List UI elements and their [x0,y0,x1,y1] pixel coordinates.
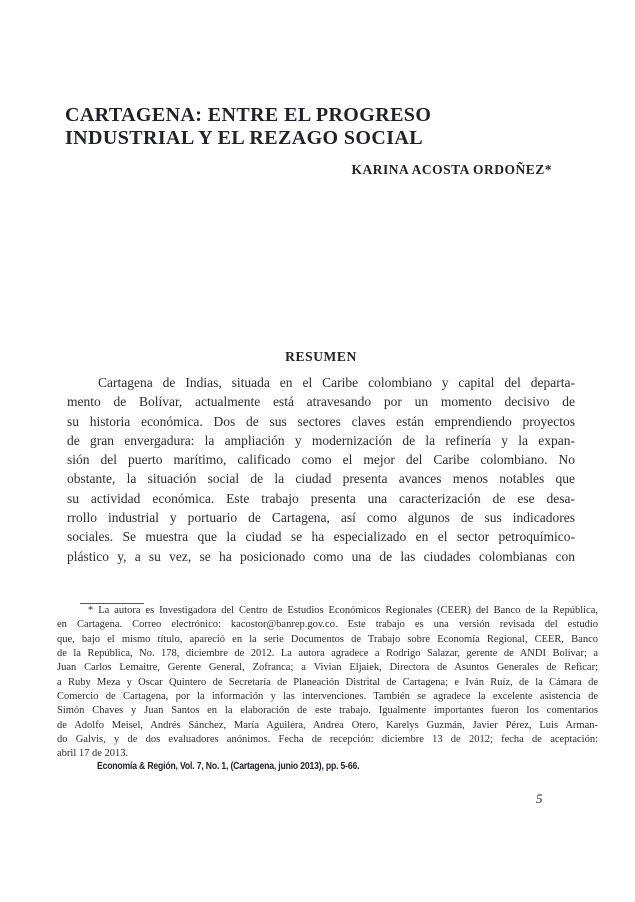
abstract-line: sociales. Se muestra que la ciudad se ha especializado en el sector petroquímico- [67,529,575,545]
abstract-line: obstante, la situación social de la ciudad presenta avances menos notables que [67,471,575,487]
footnote-line: de la República, No. 178, diciembre de 2012. La autora agradece a Rodrigo Salazar, gerente de ANDI Bolívar; a [57,648,598,660]
article-title [65,104,585,150]
abstract-line: Cartagena de Indias, situada en el Caribe colombiano y capital del departa- [98,375,575,390]
footnote-line: do Galvis, y de dos evaluadores anónimos. Fecha de recepción: diciembre 13 de 2012; fecha de aceptación: [57,734,598,746]
footnote-line: Simón Chaves y Juan Santos en la elaboración de este trabajo. Igualmente importantes fueron los comentarios [57,705,598,717]
abstract-heading: RESUMEN [285,349,357,364]
article-title-line: CARTAGENA: ENTRE EL PROGRESO [65,104,432,126]
article-title-line: INDUSTRIAL Y EL REZAGO SOCIAL [65,127,423,149]
footnote-line: * La autora es Investigadora del Centro de Estudios Económicos Regionales (CEER) del Banco de la República, [88,605,598,616]
abstract-line: de gran envergadura: la ampliación y modernización de la refinería y la expan- [67,432,575,448]
footnote-line: abril 17 de 2013. [57,748,129,760]
author-name: KARINA ACOSTA ORDOÑEZ* [351,162,552,177]
footnote-line: en Cartagena. Correo electrónico: kacostor@banrep.gov.co. Este trabajo es una versión revisada del estudio [57,619,598,631]
footnote-line: Juan Carlos Lemaitre, Gerente General, Zofranca; a Vivian Eljaiek, Directora de Asuntos Generales de Reficar; [57,662,598,674]
footnote-text [57,604,598,762]
page-number: 5 [536,791,543,806]
abstract-line: plástico y, a su vez, se ha posicionado como una de las ciudades colombianas con [67,548,575,564]
abstract-line: rrollo industrial y portuario de Cartagena, así como algunos de sus indicadores [67,510,575,526]
journal-citation: Economía & Región, Vol. 7, No. 1, (Cartagena, junio 2013), pp. 5-66. [97,760,360,772]
abstract-line: mento de Bolívar, actualmente está atravesando por un momento decisivo de [67,394,575,410]
abstract-line: sión del puerto marítimo, calificado como el mejor del Caribe colombiano. No [67,452,575,468]
abstract-line: su actividad económica. Este trabajo presenta una caracterización de ese desa- [67,490,575,506]
footnote-line: de Adolfo Meisel, Andrés Sánchez, María Aguilera, Andrea Otero, Karelys Guzmán, Javier Pérez, Luis Arman- [57,719,598,731]
abstract-text [67,373,575,566]
footnote-line: que, bajo el mismo título, apareció en la serie Documentos de Trabajo sobre Economía Regional, CEER, Banco [57,633,598,645]
footnote-line: a Ruby Meza y Oscar Quintero de Secretaría de Planeación Distrital de Cartagena; e Iván Ruíz, de la Cámara de [57,676,598,688]
footnote-line: Comercio de Cartagena, por la información y las intervenciones. También se agradece la excelente asistencia de [57,691,598,703]
abstract-line: su historia económica. Dos de sus sectores claves están emprendiendo proyectos [67,413,575,429]
